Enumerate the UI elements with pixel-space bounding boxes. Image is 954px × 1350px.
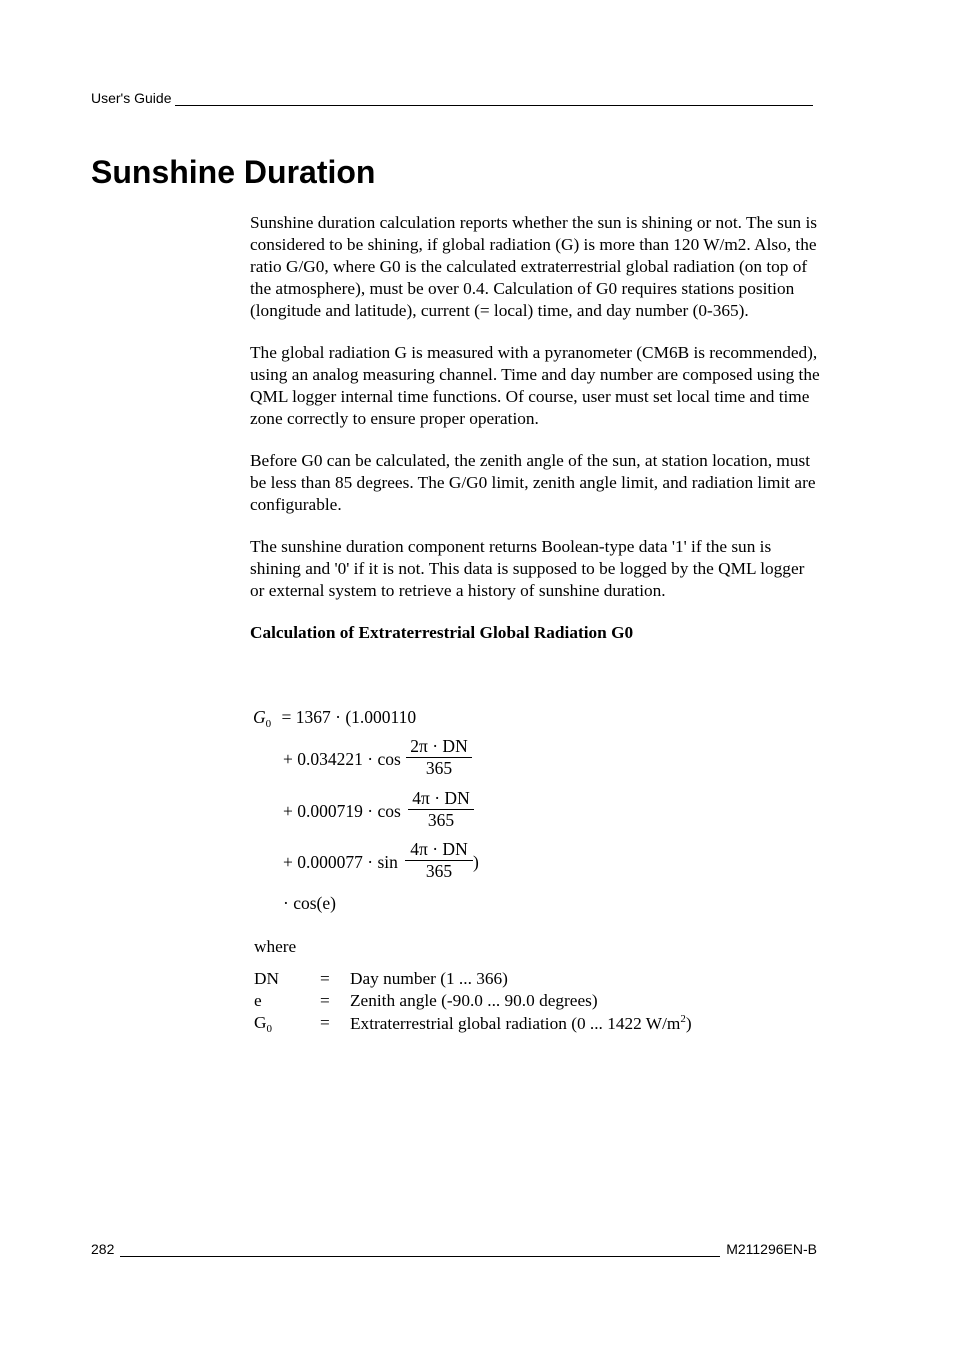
definition-description: Zenith angle (-90.0 ... 90.0 degrees) [350, 991, 598, 1010]
definition-description-text: Extraterrestrial global radiation (0 ... 1422 W/m [350, 1013, 681, 1033]
definition-symbol: e [254, 991, 262, 1010]
definition-equals: = [320, 969, 330, 988]
paragraph: The global radiation G is measured with a pyranometer (CM6B is recommended), using an analog measuring channel. Time and day number are composed using the QML logger internal time functions. Of course, user must set local time and time zone correctly to ensure proper operation. [250, 343, 820, 428]
running-title: User's Guide [91, 90, 172, 106]
equation-constant: 1367 · (1.000110 [295, 707, 417, 727]
equation-lhs: G [253, 707, 266, 727]
fraction-denominator: 365 [425, 861, 453, 881]
equation-fraction-2 [408, 788, 474, 831]
footer-rule [120, 1244, 720, 1257]
fraction-numerator: 4π · DN [412, 788, 470, 808]
equation-term-3: + 0.000077 · sin [283, 852, 398, 872]
paragraph: Sunshine duration calculation reports whether the sun is shining or not. The sun is considered to be shining, if global radiation (G) is more than 120 W/m2. Also, the ratio G/G0, where G0 is the calculated extraterrestrial global radiation (on top of the atmosphere), must be over 0.4. Calculation of G0 requires stations position (longitude and latitude), current (= local) time, and day number (0-365). [250, 213, 817, 320]
section-subheading: Calculation of Extraterrestrial Global Radiation G0 [250, 623, 634, 642]
equation-fraction-3 [405, 839, 473, 882]
page-footer [91, 1241, 817, 1257]
where-label: where [254, 937, 297, 956]
body-text [250, 212, 820, 644]
page-header [91, 90, 813, 106]
definition-symbol-subscript: 0 [266, 1023, 272, 1035]
header-rule [175, 93, 813, 106]
definition-equals: = [320, 991, 330, 1010]
definition-symbol: DN [254, 969, 279, 988]
equation-close-paren: ) [473, 852, 479, 872]
document-code: M211296EN-B [726, 1241, 817, 1257]
equation-last-line: · cos(e) [283, 893, 336, 913]
equation-line-1 [253, 707, 416, 730]
definition-symbol-base: G [254, 1013, 267, 1032]
equation-equals: = [281, 707, 292, 727]
equation-term-2: + 0.000719 · cos [283, 801, 401, 821]
fraction-numerator: 2π · DN [410, 736, 468, 756]
page-title: Sunshine Duration [91, 154, 376, 190]
definition-description: Day number (1 ... 366) [350, 969, 508, 988]
paragraph: The sunshine duration component returns Boolean-type data '1' if the sun is shining and '0' if it is not. This data is supposed to be logged by the QML logger or external system to retrieve a history of sunshine duration. [250, 537, 805, 600]
paragraph: Before G0 can be calculated, the zenith angle of the sun, at station location, must be less than 85 degrees. The G/G0 limit, zenith angle limit, and radiation limit are configurable. [250, 451, 816, 514]
definition-equals: = [320, 1013, 330, 1032]
equation-term-1: + 0.034221 · cos [283, 749, 401, 769]
definition-symbol [254, 1013, 272, 1035]
fraction-numerator: 4π · DN [410, 839, 468, 859]
page-number: 282 [91, 1241, 115, 1257]
equation-lhs-subscript: 0 [265, 718, 272, 730]
definition-superscript: 2 [680, 1013, 686, 1025]
definition-description [350, 1013, 692, 1034]
fraction-denominator: 365 [425, 758, 453, 778]
definition-description-end: ) [685, 1013, 692, 1033]
equation-fraction-1 [406, 736, 472, 779]
fraction-denominator: 365 [427, 810, 455, 830]
